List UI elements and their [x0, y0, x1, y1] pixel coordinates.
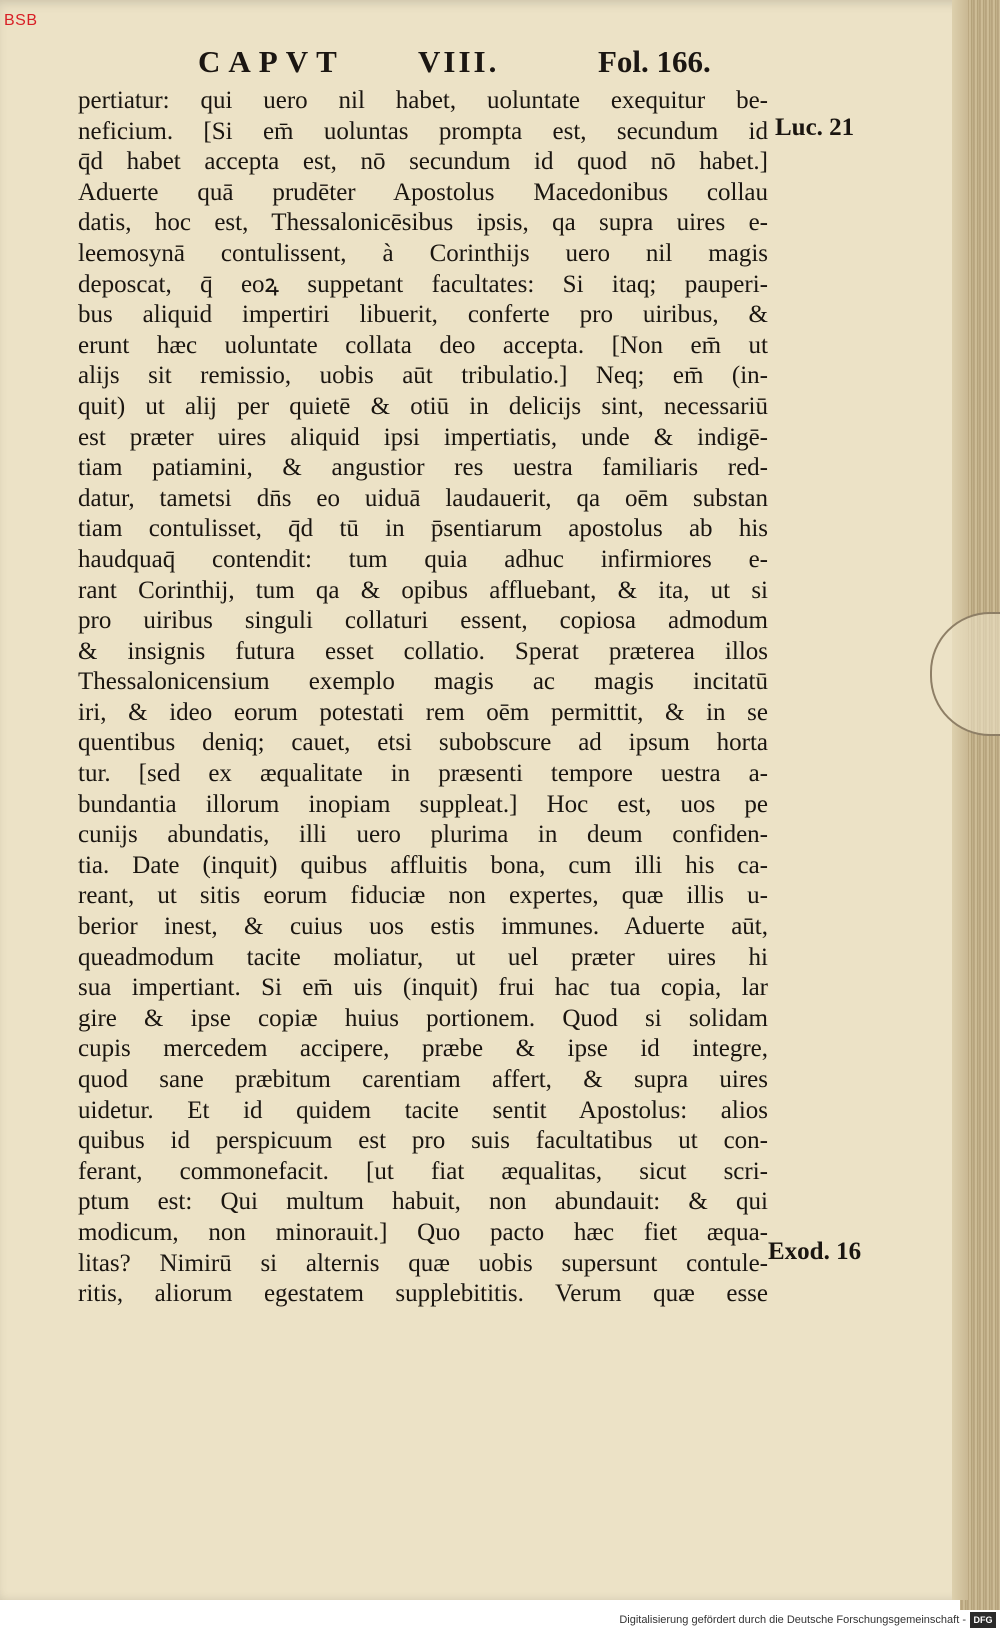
header-folio: Fol. 166. [598, 44, 711, 79]
text-line: alijs sit remissio, uobis aūt tribulatio.] Neq; em̄ (in- [78, 362, 768, 390]
margin-note-luc: Luc. 21 [775, 114, 855, 141]
text-line: haudquaq̄ contendit: tum quia adhuc infirmiores e- [78, 545, 768, 573]
text-line: quibus id perspicuum est pro suis facultatibus ut con- [78, 1127, 768, 1155]
text-line: tur. [sed ex æqualitate in præsenti tempore uestra a- [78, 760, 768, 788]
digitization-credit: Digitalisierung gefördert durch die Deutsche Forschungsgemeinschaft - [619, 1614, 966, 1626]
text-line: cunijs abundatis, illi uero plurima in deum confiden- [78, 821, 768, 849]
text-line: datur, tametsi dn̄s eo uiduā laudauerit, qa oēm substan [78, 484, 768, 512]
text-line: & insignis futura esset collatio. Sperat præterea illos [78, 637, 768, 665]
text-line: pertiatur: qui uero nil habet, uoluntate exequitur be- [78, 87, 768, 114]
text-line: ptum est: Qui multum habuit, non abundauit: & qui [78, 1188, 768, 1216]
text-line: ferant, commonefacit. [ut fiat æqualitas, sicut scri- [78, 1157, 768, 1185]
margin-note-exod: Exod. 16 [768, 1238, 862, 1265]
text-line: erunt hæc uoluntate collata deo accepta. [Non em̄ ut [78, 331, 768, 359]
text-line: q̄d habet accepta est, nō secundum id quod nō habet.] [78, 148, 768, 176]
dfg-logo: DFG [970, 1612, 996, 1628]
text-line: modicum, non minorauit.] Quo pacto hæc fiet æqua- [78, 1218, 768, 1246]
text-line: datis, hoc est, Thessalonicēsibus ipsis, qa supra uires e- [78, 209, 768, 237]
text-line: pro uiribus singuli collaturi essent, copiosa admodum [78, 607, 768, 635]
text-line: uidetur. Et id quidem tacite sentit Apostolus: alios [78, 1096, 768, 1124]
text-line: neficium. [Si em̄ uoluntas prompta est, secundum id [78, 117, 768, 145]
library-mark: BSB [4, 12, 38, 29]
text-line: quentibus deniq; cauet, etsi subobscure ad ipsum horta [78, 729, 768, 757]
text-line: est præter uires aliquid ipsi impertiatis, unde & indigē- [78, 423, 768, 451]
text-line: reant, ut sitis eorum fiduciæ non expertes, quæ illis u- [78, 882, 768, 910]
text-line: ritis, aliorum egestatem supplebititis. Verum quæ esse [78, 1280, 768, 1308]
text-line: iri, & ideo eorum potestati rem oēm permittit, & in se [78, 698, 768, 726]
text-line: sua impertiant. Si em̄ uis (inquit) frui hac tua copia, lar [78, 974, 768, 1002]
footer-bar [0, 1610, 1000, 1634]
text-line: bundantia illorum inopiam suppleat.] Hoc est, uos pe [78, 790, 768, 818]
text-line: tia. Date (inquit) quibus affluitis bona, cum illi his ca- [78, 851, 768, 879]
text-line: deposcat, q̄ eoꝝ suppetant facultates: Si itaq; pauperi- [78, 270, 768, 298]
text-line: bus aliquid impertiri libuerit, conferte pro uiribus, & [78, 301, 768, 329]
text-line: cupis mercedem accipere, præbe & ipse id integre, [78, 1035, 768, 1063]
text-line: litas? Nimirū si alternis quæ uobis supersunt contule- [78, 1249, 768, 1277]
text-line: Aduerte quā prudēter Apostolus Macedonibus collau [78, 178, 768, 206]
body-text [78, 86, 768, 1310]
text-line: tiam contulisset, q̄d tū in p̄sentiarum apostolus ab his [78, 515, 768, 543]
text-line: quod sane præbitum carentiam affert, & supra uires [78, 1066, 768, 1093]
text-line: rant Corinthij, tum qa & opibus affluebant, & ita, ut si [78, 576, 768, 604]
text-line: queadmodum tacite moliatur, ut uel præter uires hi [78, 943, 768, 971]
text-line: gire & ipse copiæ huius portionem. Quod si solidam [78, 1004, 768, 1032]
running-header [180, 44, 710, 88]
text-line: quit) ut alij per quietē & otiū in delicijs sint, necessariū [78, 392, 768, 420]
text-line: Thessalonicensium exemplo magis ac magis incitatū [78, 668, 768, 696]
header-chapter-number: VIII. [418, 44, 500, 79]
header-caput: CAPVT [198, 44, 345, 79]
text-line: leemosynā contulissent, à Corinthijs uero nil magis [78, 239, 768, 267]
page-edge-strip [952, 0, 968, 1600]
text-line: berior inest, & cuius uos estis immunes. Aduerte aūt, [78, 913, 768, 941]
text-line: tiam patiamini, & angustior res uestra familiaris red- [78, 454, 768, 482]
